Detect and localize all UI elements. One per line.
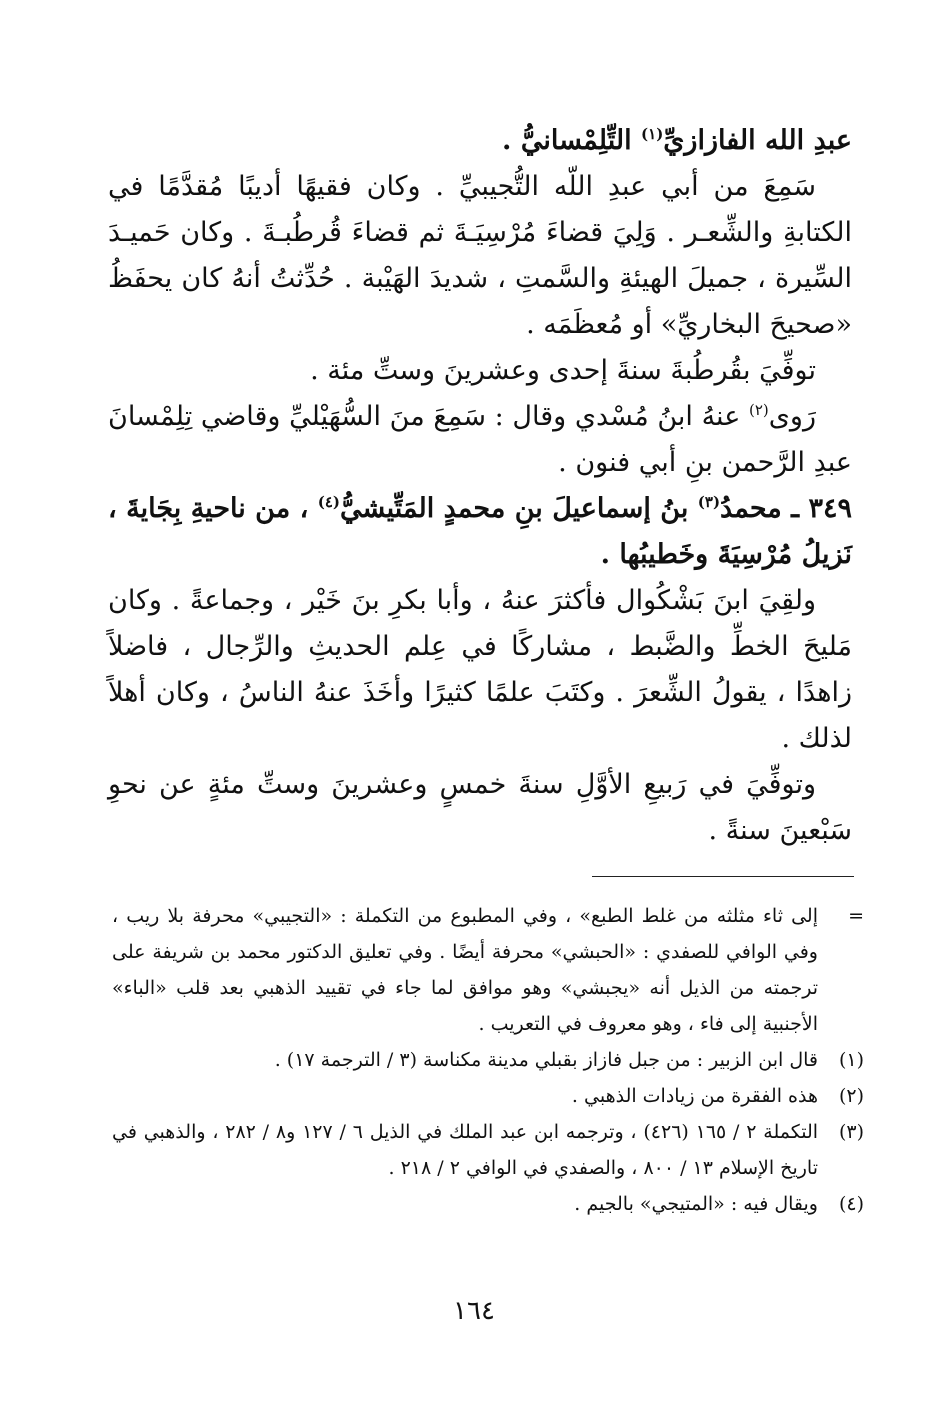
entry-heading-349 (108, 486, 852, 578)
footnote-4 (112, 1186, 864, 1222)
footnote-text: قال ابن الزبير : من جبل فازاز بقبلي مدينة مكناسة (٣ / الترجمة ١٧) . (274, 1049, 818, 1071)
narration-verb: رَوى (768, 401, 816, 432)
heading-name: عبدِ الله الفازازيِّ (663, 125, 852, 156)
entry-origin: ، من ناحيةِ بِجَايةَ ، نَزيلُ مُرْسِيَةَ وخَطيبُها . (108, 493, 852, 570)
entry-number: ٣٤٩ ـ (781, 493, 852, 524)
footnote-3 (112, 1114, 864, 1186)
footnotes (112, 898, 864, 1222)
footnote-text: إلى ثاء مثلثه من غلط الطبع» ، وفي المطبوع من التكملة : «التجيبي» محرفة بلا ريب ، وفي الوافي للصفدي : «الحبشي» محرفة أيضًا . وفي تعليق الدكتور محمد بن شريفة على ترجمته من الذيل أنه «يجبشي» وهو موافق لما جاء في تقييد الذهبي بعد قلب «الباء» الأجنبية إلى فاء ، وهو معروف في التعريب . (112, 905, 818, 1035)
footnote-continued (112, 898, 864, 1042)
footnote-ref-3: (٣) (697, 493, 721, 511)
footnote-ref-2: (٢) (749, 401, 769, 419)
footnote-text: ويقال فيه : «المتيجي» بالجيم . (574, 1193, 818, 1215)
main-text (108, 118, 852, 854)
narration-text: عنهُ ابنُ مُسْدي وقال : سَمِعَ منَ السُّهَيْليِّ وقاضي تِلِمْسانَ عبدِ الرَّحمن بنِ أبي فنون . (108, 401, 852, 478)
paragraph-death-2: وتوفِّيَ في رَبيعِ الأوَّلِ سنةَ خمسٍ وعشرينَ وستِّ مئةٍ عن نحوِ سَبْعينَ سنةً . (108, 769, 852, 846)
heading-nisba: التِّلِمْسانيُّ . (502, 125, 642, 156)
footnote-1 (112, 1042, 864, 1078)
footnote-marker: (٢) (838, 1085, 864, 1107)
paragraph-narration (108, 394, 852, 486)
paragraph-teachers: ولقِيَ ابنَ بَشْكُوال فأكثرَ عنهُ ، وأبا بكرِ بنَ خَيْر ، وجماعةً . وكان مَليحَ الخطِّ والضَّبط ، مشاركًا في عِلم الحديثِ والرِّجال ، فاضلاً زاهدًا ، يقولُ الشِّعرَ . وكتَبَ علمًا كثيرًا وأخَذَ عنهُ الناسُ ، وكان أهلاً لذلك . (108, 585, 852, 754)
footnote-2 (112, 1078, 864, 1114)
paragraph-biography: سَمِعَ من أبي عبدِ اللّه التُّجيبيِّ . وكان فقيهًا أديبًا مُقدَّمًا في الكتابةِ والشِّعـر . وَلِيَ قضاءَ مُرْسِيَـةَ ثم قضاءَ قُرطُبـةَ . وكان حَميـدَ السِّيرة ، جميلَ الهيئةِ والسَّمتِ ، شديدَ الهَيْبة . حُدِّثتُ أنهُ كان يحفَظُ «صحيحَ البخاريِّ» أو مُعظَمَه . (108, 171, 852, 340)
footnote-ref-1: (١) (641, 125, 664, 143)
footnote-text: التكملة ٢ / ١٦٥ (٤٢٦) ، وترجمه ابن عبد الملك في الذيل ٦ / ١٢٧ و٨ / ٢٨٢ ، والذهبي في تاريخ الإسلام ١٣ / ٨٠٠ ، والصفدي في الوافي ٢ / ٢١٨ . (112, 1121, 819, 1179)
footnote-marker: = (848, 905, 864, 927)
entry-name: محمدُ (720, 493, 782, 524)
footnote-ref-4: (٤) (317, 493, 340, 511)
footnote-marker: (١) (838, 1049, 864, 1071)
paragraph-death: توفِّيَ بقُرطُبةَ سنةَ إحدى وعشرينَ وستِّ مئة . (310, 355, 816, 386)
footnote-marker: (٣) (838, 1121, 864, 1143)
entry-lineage: بنُ إسماعيلَ بنِ محمدٍ المَتِّيشيُّ (340, 493, 698, 524)
footnote-text: هذه الفقرة من زيادات الذهبي . (571, 1085, 818, 1107)
footnote-marker: (٤) (838, 1193, 864, 1215)
footnote-separator (592, 876, 854, 877)
page-number: ١٦٤ (453, 1296, 495, 1326)
heading-continuation (108, 118, 852, 164)
